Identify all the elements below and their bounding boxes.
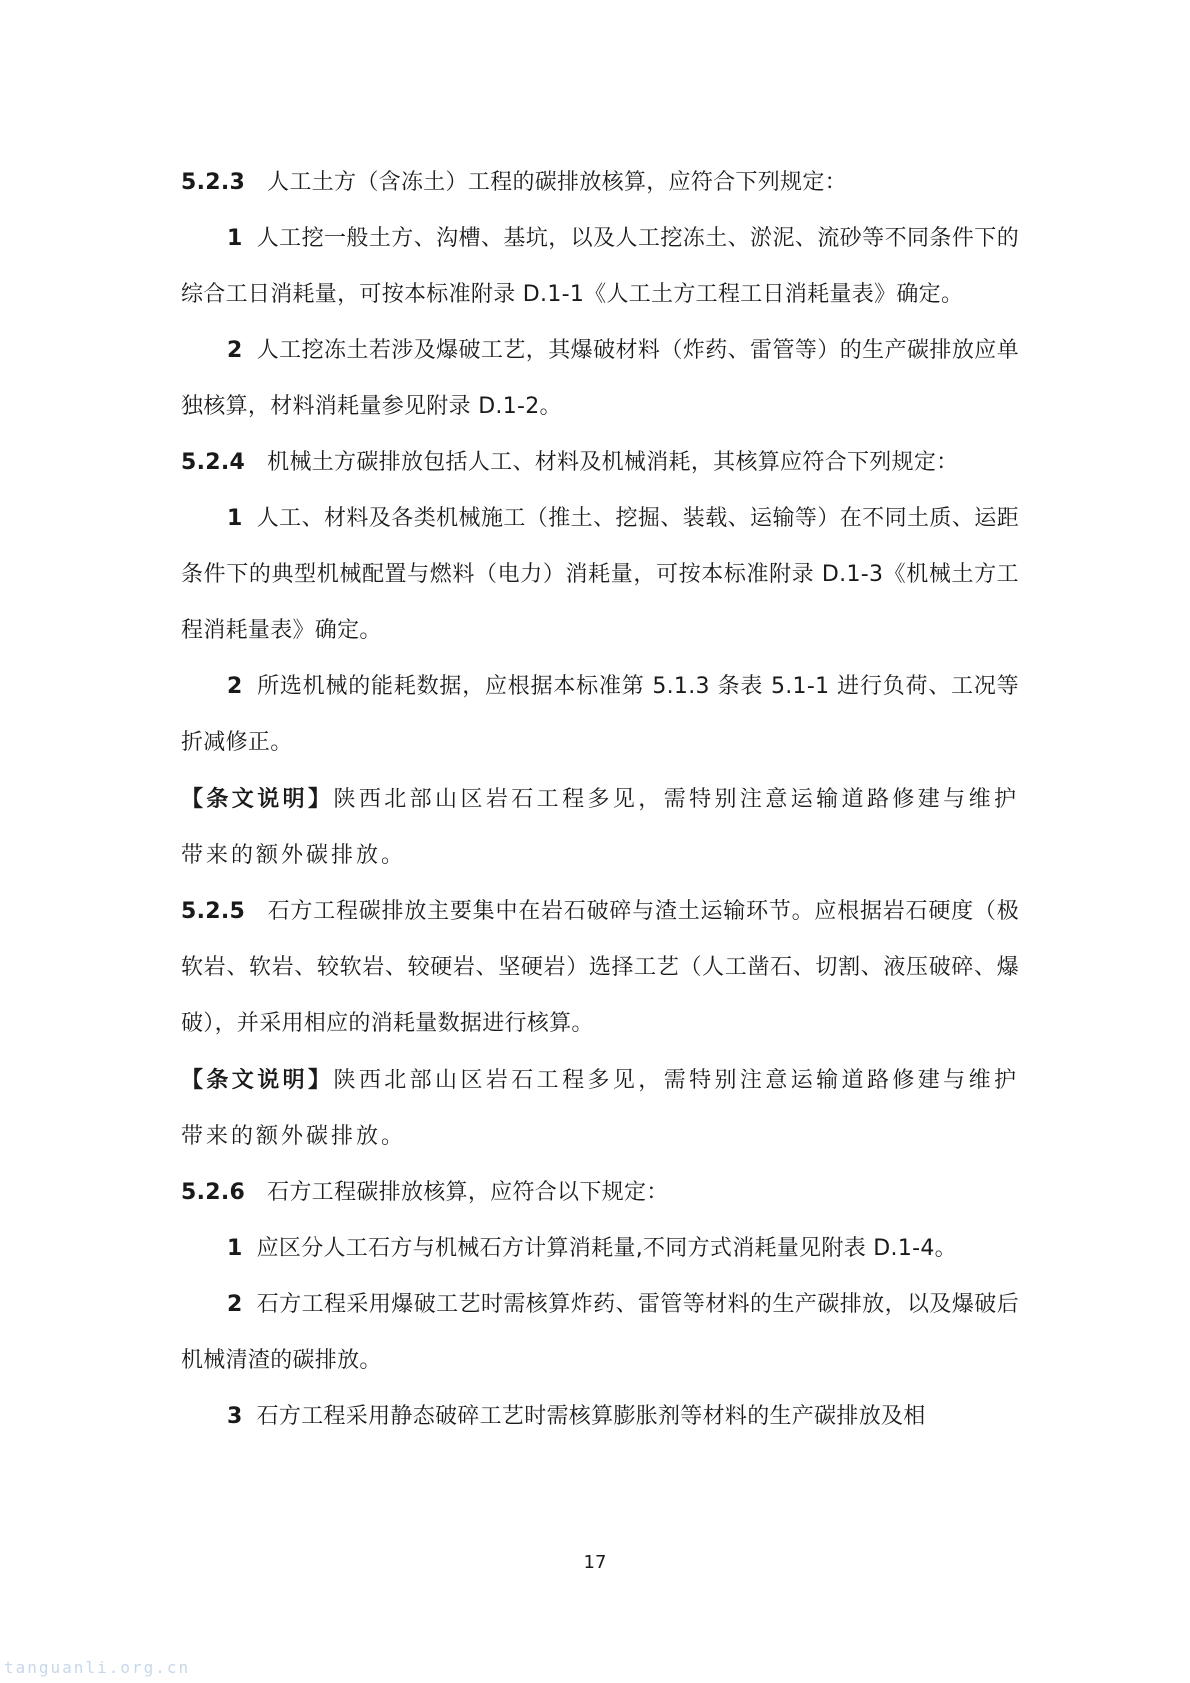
note-label: 【条文说明】 <box>181 786 334 812</box>
item-number: 2 <box>227 338 243 363</box>
document-body <box>181 155 1019 1445</box>
clause-explanation-note <box>181 1052 1019 1165</box>
page-number: 17 <box>583 1552 607 1573</box>
clause-5-2-6-item-2 <box>181 1277 1019 1389</box>
clause-number: 5.2.6 <box>181 1180 246 1205</box>
item-text: 人工挖冻土若涉及爆破工艺，其爆破材料（炸药、雷管等）的生产碳排放应单独核算，材料消耗量参见附录 D.1-2。 <box>181 338 1019 419</box>
clause-5-2-6-item-1 <box>181 1221 1019 1277</box>
item-text: 人工挖一般土方、沟槽、基坑，以及人工挖冻土、淤泥、流砂等不同条件下的综合工日消耗量，可按本标准附录 D.1-1《人工土方工程工日消耗量表》确定。 <box>181 226 1019 307</box>
clause-text: 人工土方（含冻土）工程的碳排放核算，应符合下列规定： <box>267 170 847 195</box>
item-number: 1 <box>227 1236 243 1261</box>
clause-5-2-6-item-3 <box>181 1389 1019 1445</box>
watermark-text: tanguanli.org.cn <box>4 1658 191 1677</box>
clause-5-2-3 <box>181 155 1019 211</box>
clause-5-2-4 <box>181 435 1019 491</box>
item-text: 人工、材料及各类机械施工（推土、挖掘、装载、运输等）在不同土质、运距条件下的典型机械配置与燃料（电力）消耗量，可按本标准附录 D.1-3《机械土方工程消耗量表》确定。 <box>181 506 1019 643</box>
item-number: 1 <box>227 506 243 531</box>
clause-number: 5.2.3 <box>181 170 246 195</box>
clause-number: 5.2.4 <box>181 450 246 475</box>
clause-number: 5.2.5 <box>181 899 246 924</box>
clause-text: 石方工程碳排放主要集中在岩石破碎与渣土运输环节。应根据岩石硬度（极软岩、软岩、较软岩、较硬岩、坚硬岩）选择工艺（人工凿石、切割、液压破碎、爆破），并采用相应的消耗量数据进行核算。 <box>181 899 1019 1036</box>
clause-5-2-4-item-1 <box>181 491 1019 659</box>
item-number: 2 <box>227 1292 243 1317</box>
clause-text: 石方工程碳排放核算，应符合以下规定： <box>267 1180 669 1205</box>
clause-5-2-6 <box>181 1165 1019 1221</box>
note-label: 【条文说明】 <box>181 1067 334 1093</box>
note-text: 陕西北部山区岩石工程多见，需特别注意运输道路修建与维护带来的额外碳排放。 <box>181 1068 1019 1149</box>
item-text: 石方工程采用静态破碎工艺时需核算膨胀剂等材料的生产碳排放及相 <box>256 1404 926 1429</box>
item-number: 1 <box>227 226 243 251</box>
clause-5-2-3-item-1 <box>181 211 1019 323</box>
note-text: 陕西北部山区岩石工程多见，需特别注意运输道路修建与维护带来的额外碳排放。 <box>181 787 1019 868</box>
item-number: 3 <box>227 1404 243 1429</box>
item-text: 应区分人工石方与机械石方计算消耗量,不同方式消耗量见附表 D.1-4。 <box>256 1236 957 1261</box>
item-number: 2 <box>227 674 243 699</box>
clause-explanation-note <box>181 771 1019 884</box>
item-text: 所选机械的能耗数据，应根据本标准第 5.1.3 条表 5.1-1 进行负荷、工况等折减修正。 <box>181 674 1019 755</box>
item-text: 石方工程采用爆破工艺时需核算炸药、雷管等材料的生产碳排放，以及爆破后机械清渣的碳排放。 <box>181 1292 1019 1373</box>
clause-5-2-5 <box>181 884 1019 1052</box>
clause-text: 机械土方碳排放包括人工、材料及机械消耗，其核算应符合下列规定： <box>267 450 959 475</box>
clause-5-2-3-item-2 <box>181 323 1019 435</box>
clause-5-2-4-item-2 <box>181 659 1019 771</box>
